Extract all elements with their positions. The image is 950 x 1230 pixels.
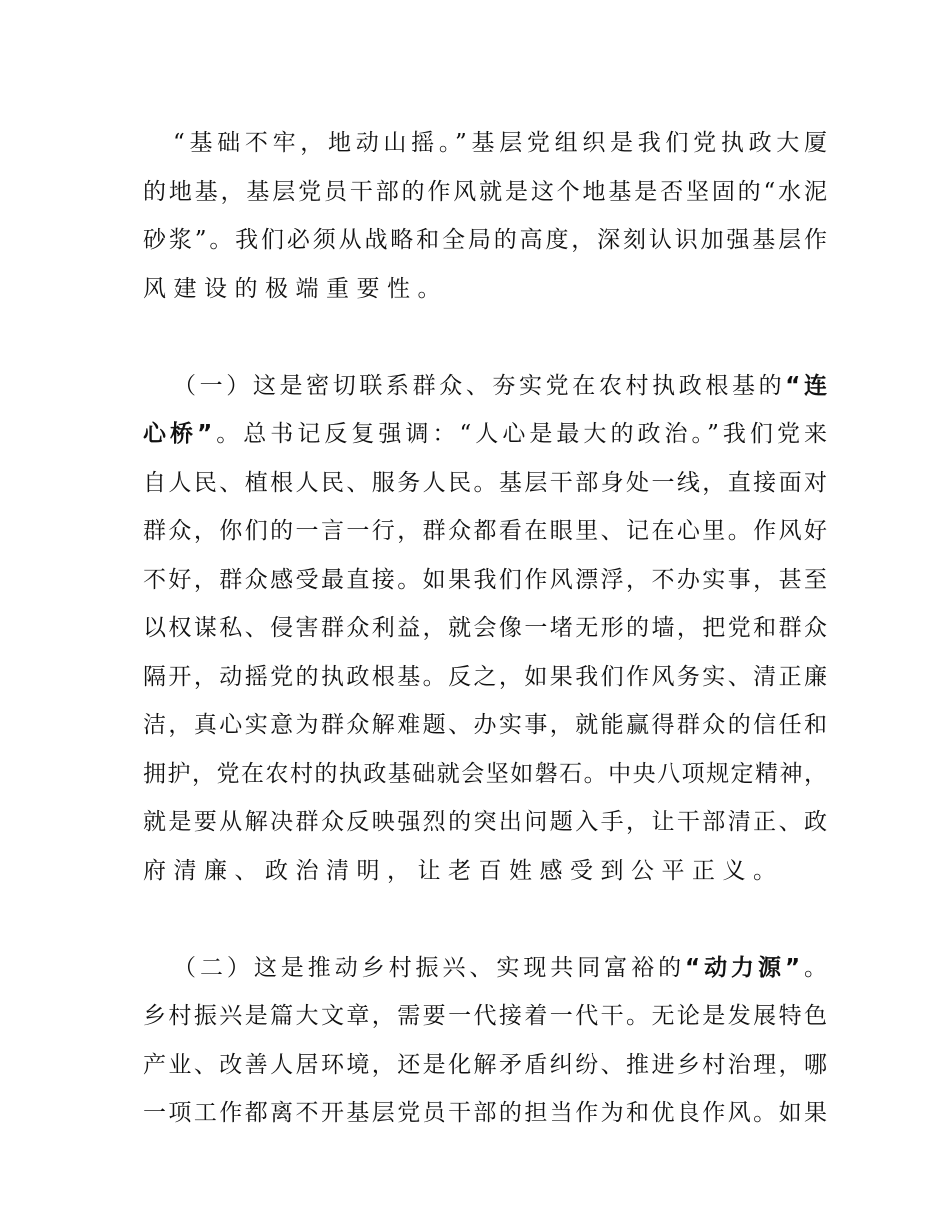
text-run: 的地基，基层党员干部的作风就是这个地基是否坚固的“水泥 [143,178,827,205]
text-line [143,1089,827,1138]
text-run: 产业、改善人居环境，还是化解矛盾纠纷、推进乡村治理，哪 [143,1051,827,1078]
text-run: 风建设的极端重要性。 [143,275,448,302]
text-run: 砂浆”。我们必须从战略和全局的高度，深刻认识加强基层作 [143,227,827,253]
bold-text: “连 [785,372,828,399]
document-body [143,119,827,1186]
text-run: 以权谋私、侵害群众利益，就会像一堵无形的墙，把党和群众 [143,615,827,641]
text-line [143,168,827,217]
text-line [143,556,827,605]
text-line [143,944,827,993]
text-line [143,119,827,168]
text-line [143,847,827,896]
text-line [143,798,827,847]
text-run: 就是要从解决群众反映强烈的突出问题入手，让干部清正、政 [143,809,827,835]
bold-text: 心桥” [143,421,213,447]
text-line [143,362,827,411]
text-run: 洁，真心实意为群众解难题、办实事，就能赢得群众的信任和 [143,712,827,738]
text-run: 乡村振兴是篇大文章，需要一代接着一代干。无论是发展特色 [143,1003,827,1029]
text-line [143,750,827,799]
paragraph [143,944,827,1138]
text-line [143,1041,827,1090]
text-run: （二）这是推动乡村振兴、实现共同富裕的 [173,954,686,981]
text-run: 不好，群众感受最直接。如果我们作风漂浮，不办实事，甚至 [143,566,827,593]
text-run: （一）这是密切联系群众、夯实党在农村执政根基的 [173,372,786,399]
text-run: 拥护，党在农村的执政基础就会坚如磐石。中央八项规定精神， [143,760,827,787]
text-line [143,653,827,702]
text-run: “基础不牢，地动山摇。”基层党组织是我们党执政大厦 [173,130,827,156]
text-line [143,992,827,1041]
bold-text: “动力源” [685,954,801,981]
text-line [143,216,827,265]
text-run: 。 [800,954,828,981]
text-run: 一项工作都离不开基层党员干部的担当作为和优良作风。如果 [143,1100,827,1126]
text-run: 府清廉、政治清明，让老百姓感受到公平正义。 [143,857,784,884]
text-run: 。总书记反复强调：“人心是最大的政治。”我们党来 [212,421,827,447]
paragraph [143,119,827,313]
text-run: 隔开，动摇党的执政根基。反之，如果我们作风务实、清正廉 [143,663,827,690]
text-run: 群众，你们的一言一行，群众都看在眼里、记在心里。作风好 [143,518,827,544]
text-line [143,604,827,653]
text-line [143,410,827,459]
text-line [143,507,827,556]
text-line [143,265,827,314]
text-run: 自人民、植根人民、服务人民。基层干部身处一线，直接面对 [143,469,827,496]
text-line [143,701,827,750]
paragraph [143,362,827,896]
text-line [143,459,827,508]
